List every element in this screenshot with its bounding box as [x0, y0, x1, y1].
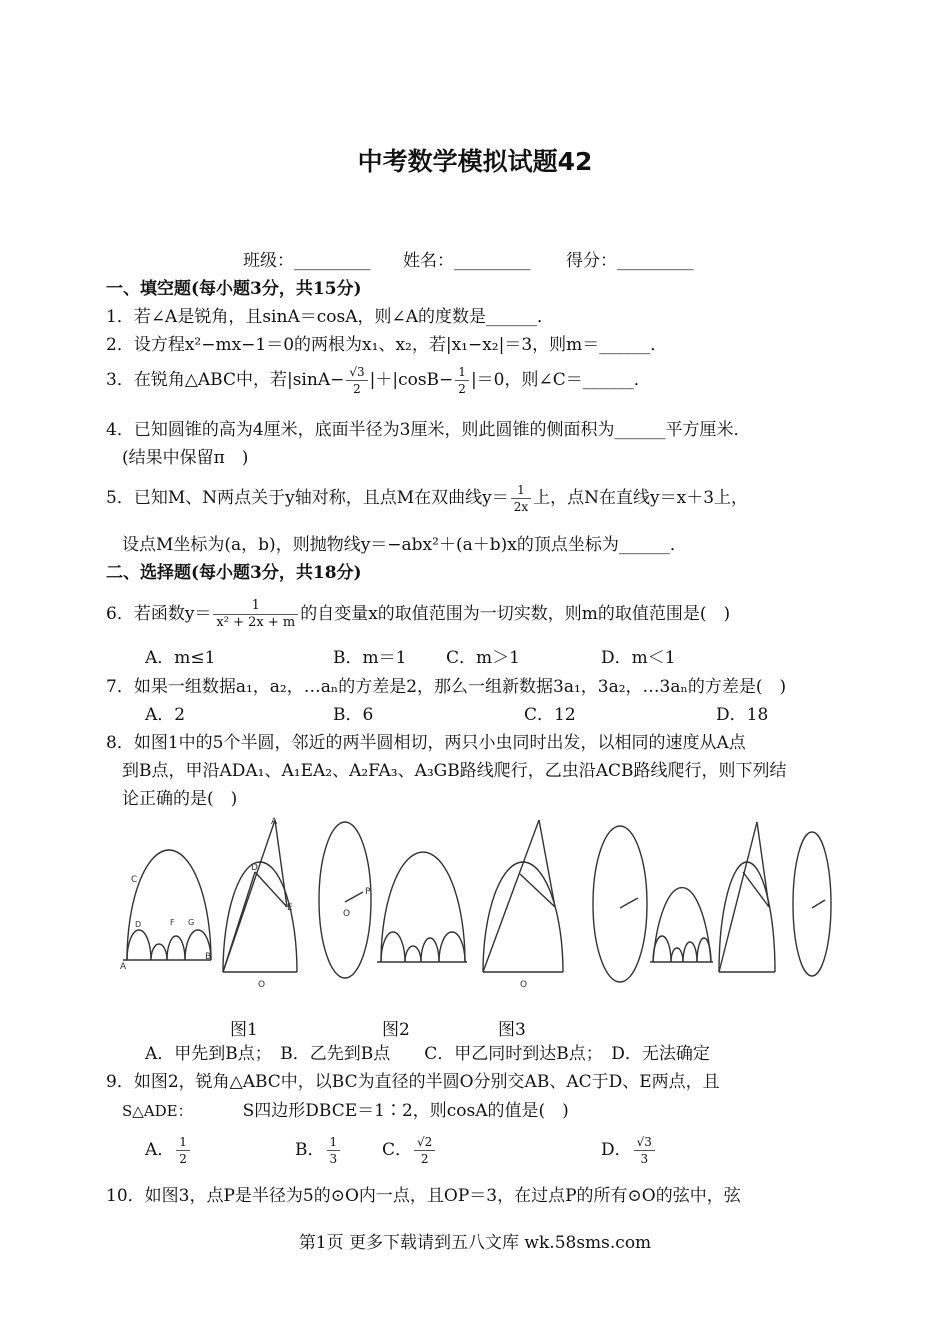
q5-text-a: 5．已知M、N两点关于y轴对称，且点M在双曲线y＝ [106, 488, 509, 508]
q3-frac-1-num: √3 [346, 364, 367, 381]
figures-strip [115, 812, 835, 1002]
q9-ratio-b: S四边形DBCE＝1∶2，则cosA的值是( ) [242, 1101, 569, 1121]
q9-option-a-label: A． [145, 1140, 175, 1160]
q9-option-b [295, 1134, 342, 1167]
q6-frac-num: 1 [213, 598, 298, 615]
q6-option-d: D．m＜1 [601, 648, 676, 668]
section-2-heading: 二、选择题(每小题3分，共18分) [106, 563, 362, 583]
figure-2-caption: 图2 [382, 1020, 410, 1040]
name-field: 姓名：_________ [403, 251, 531, 271]
section-1-heading: 一、填空题(每小题3分，共15分) [106, 279, 362, 299]
figure-3-circle-copy [593, 826, 647, 982]
figure-1-semicircles-copy [377, 852, 467, 962]
q6-frac [213, 598, 298, 631]
question-8-line-2: 到B点，甲沿ADA₁、A₁EA₂、A₂FA₃、A₃GB路线爬行，乙虫沿ACB路线爬行，则下列结 [122, 761, 787, 781]
q6-frac-den: x² + 2x + m [216, 615, 296, 630]
q3-frac-2 [455, 364, 469, 397]
q7-option-a: A．2 [145, 705, 186, 725]
figure-3-caption: 图3 [498, 1020, 526, 1040]
q9-option-c [382, 1134, 437, 1167]
figure-2-triangle [223, 817, 297, 990]
question-2: 2．设方程x²−mx−1＝0的两根为x₁、x₂，若|x₁−x₂|＝3，则m＝______． [106, 335, 668, 355]
fig3-label-o: O [343, 909, 351, 919]
question-5-line-1 [106, 482, 748, 515]
q3-text-a: 3．在锐角△ABC中，若|sinA− [106, 370, 345, 390]
q8-options: A．甲先到B点； B．乙先到B点 C．甲乙同时到达B点； D．无法确定 [145, 1044, 710, 1064]
q9-b-den: 3 [329, 1152, 338, 1166]
score-field: 得分：_________ [566, 251, 694, 271]
page-title: 中考数学模拟试题42 [357, 147, 593, 176]
q9-d-num: √3 [634, 1134, 655, 1151]
q9-a-num: 1 [176, 1134, 190, 1151]
q6-option-c: C．m＞1 [446, 648, 520, 668]
q7-option-c: C．12 [524, 705, 576, 725]
figure-3-circle-copy-2 [793, 832, 831, 976]
figure-1-semicircles [120, 850, 211, 972]
q9-option-a-frac [176, 1134, 190, 1167]
fig1-label-g: G [188, 918, 195, 927]
question-1: 1．若∠A是锐角，且sinA＝cosA，则∠A的度数是______． [106, 307, 555, 327]
question-4-line-2: (结果中保留π ) [122, 448, 249, 468]
question-6 [106, 598, 730, 631]
q7-option-d: D．18 [716, 705, 769, 725]
question-3 [106, 364, 651, 397]
q3-text-b: |＋|cosB− [369, 370, 454, 390]
fig3-label-p: P [365, 887, 371, 897]
fig1-label-f: F [170, 918, 175, 927]
q5-text-b: 上，点N在直线y＝x＋3上， [533, 488, 749, 508]
question-7: 7．如果一组数据a₁，a₂，…aₙ的方差是2，那么一组新数据3a₁，3a₂，…3aₙ的方差是( ) [106, 677, 787, 697]
q5-frac-den: 2x [513, 500, 529, 514]
q9-c-num: √2 [414, 1134, 435, 1151]
question-9-line-2 [122, 1100, 569, 1122]
q9-option-c-label: C． [382, 1140, 413, 1160]
q5-frac-num: 1 [511, 482, 531, 499]
figure-1-semicircles-copy-2 [650, 888, 713, 962]
figure-3-circle [319, 822, 371, 978]
q9-option-d-label: D． [601, 1140, 632, 1160]
q9-option-b-frac [327, 1134, 341, 1167]
figure-2-triangle-copy-2 [719, 822, 775, 972]
q6-option-a: A．m≤1 [145, 648, 216, 668]
class-field: 班级：_________ [243, 251, 371, 271]
question-8-line-3: 论正确的是( ) [122, 789, 238, 809]
q3-frac-1 [346, 364, 367, 397]
fig1-label-c: C [131, 875, 138, 885]
q9-c-den: 2 [420, 1152, 429, 1166]
page-footer: 第1页 更多下载请到五八文库 wk.58sms.com [298, 1233, 652, 1253]
q9-option-d [601, 1134, 657, 1167]
q6-text-b: 的自变量x的取值范围为一切实数，则m的取值范围是( ) [300, 604, 731, 624]
q9-d-den: 3 [640, 1152, 649, 1166]
q3-frac-1-den: 2 [353, 382, 361, 396]
fig1-label-b: B [205, 952, 212, 962]
q9-option-d-frac [634, 1134, 655, 1167]
q9-b-num: 1 [327, 1134, 341, 1151]
q7-option-b: B．6 [333, 705, 374, 725]
figure-2-triangle-copy [483, 820, 563, 990]
q3-frac-2-den: 2 [458, 382, 466, 396]
fig2-label-e: E [287, 903, 293, 913]
fig2-label-a: A [271, 817, 278, 827]
q5-frac [511, 482, 531, 515]
q6-text-a: 6．若函数y＝ [106, 604, 212, 624]
question-5-line-2: 设点M坐标为(a，b)，则抛物线y＝−abx²＋(a＋b)x的顶点坐标为______． [122, 535, 687, 555]
q9-option-c-frac [414, 1134, 435, 1167]
q9-ratio-a: S△ADE： [122, 1102, 193, 1120]
figure-1-caption: 图1 [230, 1020, 258, 1040]
q9-option-a [145, 1134, 192, 1167]
fig2-label-o: O [258, 980, 266, 990]
fig2-copy-label-o: O [520, 980, 528, 990]
question-8-line-1: 8．如图1中的5个半圆，邻近的两半圆相切，两只小虫同时出发，以相同的速度从A点 [106, 733, 746, 753]
question-4-line-1: 4．已知圆锥的高为4厘米，底面半径为3厘米，则此圆锥的侧面积为______平方厘米． [106, 420, 751, 440]
fig2-label-d: D [251, 863, 258, 873]
fig1-label-d: D [135, 920, 142, 929]
question-10: 10．如图3，点P是半径为5的⊙O内一点，且OP＝3，在过点P的所有⊙O的弦中，弦 [106, 1186, 741, 1206]
q3-frac-2-num: 1 [455, 364, 469, 381]
q3-text-c: |＝0，则∠C＝______． [470, 370, 651, 390]
question-9-line-1: 9．如图2，锐角△ABC中，以BC为直径的半圆O分别交AB、AC于D、E两点，且 [106, 1072, 720, 1092]
q6-option-b: B．m＝1 [333, 648, 407, 668]
fig1-label-a: A [120, 962, 127, 972]
q9-a-den: 2 [179, 1152, 187, 1166]
q9-option-b-label: B． [295, 1140, 325, 1160]
